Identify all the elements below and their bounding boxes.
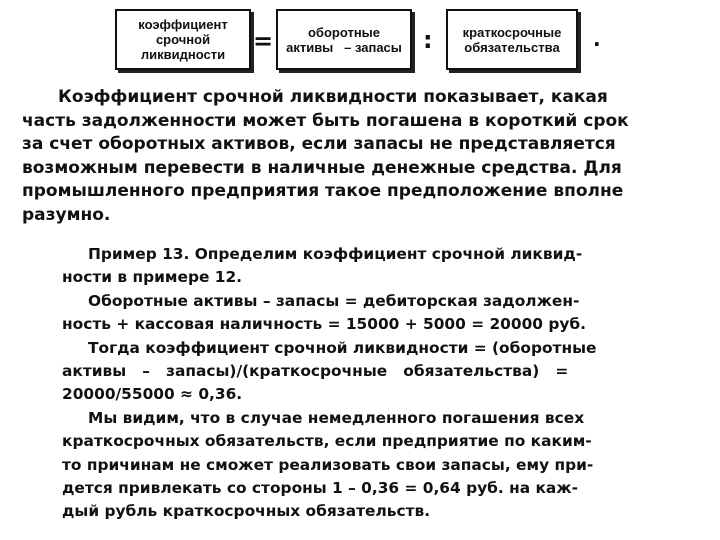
box3-line: обязательства (464, 39, 560, 55)
paragraph-line: часть задолженности может быть погашена в короткий срок (22, 110, 629, 131)
example-first-line (62, 243, 662, 266)
example-line: ности в примере 12. (62, 268, 243, 287)
example-line: краткосрочных обязательств, если предприятие по каким- (62, 432, 592, 451)
example-13-block (62, 243, 662, 524)
paragraph-line: за счет оборотных активов, если запасы не представляется (22, 134, 616, 154)
divide-sign: : (423, 26, 433, 54)
example-line: дый рубль краткосрочных обязательств. (62, 502, 431, 521)
example-line: дется привлекать со стороны 1 – 0,36 = 0,64 руб. на каж- (62, 479, 578, 498)
paragraph-line: Коэффициент срочной ликвидности показывает, какая (58, 87, 608, 107)
box3-line: краткосрочные (462, 24, 562, 40)
paragraph-line: возможным перевести в наличные денежные средства. Для (22, 157, 622, 178)
example-line: Тогда коэффициент срочной ликвидности = (оборотные (88, 338, 597, 357)
example-line: Оборотные активы – запасы = дебиторская задолжен- (88, 291, 580, 310)
example-heading: Пример 13. (88, 245, 190, 263)
example-line: Мы видим, что в случае немедленного погашения всех (88, 408, 585, 427)
formula-box-short-term-liabilities (446, 9, 578, 70)
formula-box-quick-ratio (115, 9, 251, 70)
box2-line: оборотные (307, 24, 381, 40)
period-mark: . (593, 27, 601, 51)
example-first-line-text: Определим коэффициент срочной ликвид- (189, 245, 583, 263)
paragraph-line: промышленного предприятия такое предположение вполне (22, 181, 624, 201)
example-line: то причинам не сможет реализовать свои запасы, ему при- (62, 455, 594, 474)
paragraph-line: разумно. (22, 204, 111, 225)
box1-line: ликвидности (140, 47, 226, 62)
formula-box-current-assets-minus-inventory (276, 9, 412, 70)
example-line: 20000/55000 ≈ 0,36. (62, 385, 243, 404)
box1-line: коэффициент (138, 17, 228, 32)
explanation-paragraph (22, 86, 702, 227)
box1-line: срочной (155, 32, 211, 47)
example-line: активы – запасы)/(краткосрочные обязательства) = (62, 362, 569, 381)
box2-line: активы – запасы (286, 39, 402, 55)
formula-diagram (0, 0, 720, 80)
equals-sign: = (253, 27, 274, 55)
example-line: ность + кассовая наличность = 15000 + 5000 = 20000 руб. (62, 315, 586, 334)
